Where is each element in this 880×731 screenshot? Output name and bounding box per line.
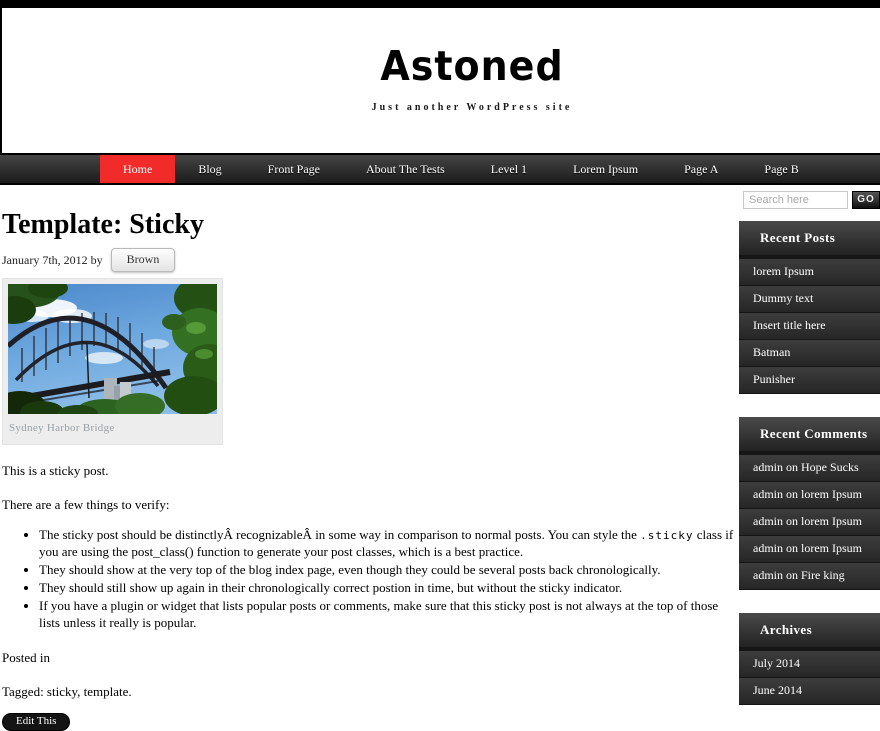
site-tagline: Just another WordPress site (371, 102, 573, 113)
page-body (0, 185, 880, 727)
widget-item-july-2014[interactable]: July 2014 (739, 651, 880, 678)
widget-item-admin-on-lorem-ipsum[interactable]: admin on lorem Ipsum (739, 509, 880, 536)
main-nav (0, 153, 880, 185)
post-paragraph: This is a sticky post. (2, 463, 109, 479)
post-article (2, 210, 737, 731)
nav-item-level-1[interactable]: Level 1 (490, 162, 528, 176)
widget-item-dummy-text[interactable]: Dummy text (739, 286, 880, 313)
post-byline (2, 248, 737, 272)
widget-item-batman[interactable]: Batman (739, 340, 880, 367)
posted-in-line: Posted in (2, 649, 51, 665)
widget-title: Archives (739, 613, 880, 651)
widget-item-admin-on-lorem-ipsum[interactable]: admin on lorem Ipsum (739, 536, 880, 563)
widget-archives (739, 613, 880, 705)
checklist-item: • They should still show up again in their chronologically correct postion in time, but without the sticky indicator. (39, 580, 737, 597)
site-title-link[interactable]: Astoned (380, 42, 564, 90)
nav-item-page-b[interactable]: Page B (764, 162, 799, 176)
nav-item-front-page[interactable]: Front Page (267, 162, 321, 176)
post-paragraph: There are a few things to verify: (2, 497, 170, 513)
search-box (743, 191, 880, 209)
widget-item-june-2014[interactable]: June 2014 (739, 678, 880, 705)
header-inner (2, 8, 880, 113)
tagged-line: Tagged: sticky, template. (2, 683, 132, 699)
edit-this-button[interactable]: Edit This (2, 713, 70, 731)
widget-title: Recent Posts (739, 221, 880, 259)
site-header (0, 8, 880, 153)
post-image (2, 278, 223, 445)
widget-item-punisher[interactable]: Punisher (739, 367, 880, 394)
widget-recent-comments (739, 417, 880, 590)
widget-item-insert-title-here[interactable]: Insert title here (739, 313, 880, 340)
checklist-item: • If you have a plugin or widget that lists popular posts or comments, make sure that this sticky post is not always at the top of those lists unless it really is popular. (39, 598, 737, 632)
widget-item-admin-on-fire-king[interactable]: admin on Fire king (739, 563, 880, 590)
image-caption: Sydney Harbor Bridge (9, 422, 115, 435)
nav-item-blog[interactable]: Blog (198, 162, 222, 176)
widget-title: Recent Comments (739, 417, 880, 455)
widget-item-lorem-ipsum[interactable]: lorem Ipsum (739, 259, 880, 286)
checklist-item: • They should show at the very top of the blog index page, even though they could be several posts back chronologically. (39, 562, 737, 579)
search-go-button[interactable]: GO (852, 191, 880, 209)
widget-item-admin-on-lorem-ipsum[interactable]: admin on lorem Ipsum (739, 482, 880, 509)
widget-item-admin-on-hope-sucks[interactable]: admin on Hope Sucks (739, 455, 880, 482)
sticky-checklist (2, 527, 737, 631)
search-input[interactable] (743, 191, 848, 209)
nav-item-lorem-ipsum[interactable]: Lorem Ipsum (573, 162, 639, 176)
checklist-item: • The sticky post should be distinctlyÂ recognizableÂ in some way in comparison to normal posts. You can style the .sticky class if you are using the post_class() function to generate your post classes, which is a best practice. (39, 527, 737, 561)
sidebar (739, 221, 880, 728)
nav-list (100, 155, 880, 183)
nav-item-home[interactable]: Home (100, 155, 175, 183)
nav-item-page-a[interactable]: Page A (684, 162, 719, 176)
author-button[interactable]: Brown (111, 248, 176, 272)
widget-recent-posts (739, 221, 880, 394)
post-title: Template: Sticky (2, 209, 204, 240)
post-date: January 7th, 2012 by (2, 252, 103, 267)
inline-code: .sticky (640, 529, 694, 543)
sydney-harbor-bridge-photo (8, 284, 217, 414)
nav-item-about-the-tests[interactable]: About The Tests (366, 162, 445, 176)
top-bar (0, 0, 880, 8)
